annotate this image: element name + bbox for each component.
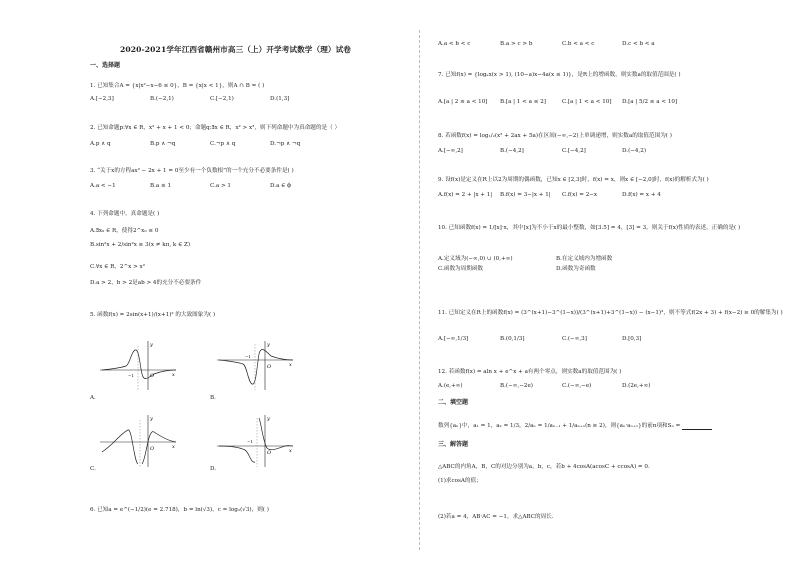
graph-a-origin: O (150, 373, 155, 379)
graph-b-x-label: x (289, 362, 292, 368)
graph-d-neg1: −1 (247, 439, 253, 444)
q6-option-c[interactable]: C.b < a < c (562, 41, 595, 47)
q7-option-d[interactable]: D.[a | 5/2 ≤ a < 10] (622, 99, 678, 105)
q3-option-d[interactable]: D.a ∈ ϕ (270, 183, 291, 189)
q12-option-c[interactable]: C.(−∞,−e) (562, 383, 592, 389)
question-3-stem: 3. “关于x的方程ax² − 2x + 1 = 0至少有一个负数根”的一个充分不必要条件是( ) (90, 168, 294, 174)
q5-graph-d-plot (215, 412, 295, 470)
q8-option-d[interactable]: D.(−4,2) (622, 148, 647, 154)
graph-d-curve (219, 418, 293, 462)
exam-title: 2020-2021学年江西省赣州市高三（上）开学考试数学（理）试卷 (120, 45, 351, 54)
graph-d-y-label: y (267, 416, 270, 422)
q5-graph-d[interactable] (215, 412, 295, 470)
q10-option-b[interactable]: B.在定义域内为增函数 (556, 256, 613, 262)
graph-a-curve (102, 350, 176, 379)
q5-graph-a[interactable] (98, 338, 178, 393)
q6-option-a[interactable]: A.a < b < c (438, 41, 471, 47)
q12-option-d[interactable]: D.(2e,+∞) (622, 383, 651, 389)
graph-b-y-label: y (267, 342, 270, 348)
graph-b-curve (219, 350, 293, 385)
q9-option-d[interactable]: D.f(x) = x + 4 (622, 192, 661, 198)
q4-option-a[interactable]: A.∃x₀ ∈ R，使得2^x₀ ≤ 0 (90, 228, 159, 234)
q4-option-c[interactable]: C.∀x ∈ R，2^x > x² (90, 264, 145, 270)
graph-a-y-label: y (150, 342, 153, 348)
q1-option-d[interactable]: D.(1,3] (270, 96, 290, 102)
q5-graph-a-plot (98, 338, 178, 393)
q2-option-b[interactable]: B.p ∧ ¬q (150, 141, 176, 147)
q2-option-c[interactable]: C.¬p ∧ q (210, 141, 236, 147)
q11-option-b[interactable]: B.(0,1/3] (500, 336, 525, 342)
q2-option-a[interactable]: A.p ∧ q (90, 141, 111, 147)
graph-d-x-label: x (289, 448, 292, 454)
q12-option-a[interactable]: A.(e,+∞) (438, 383, 463, 389)
q4-option-b[interactable]: B.sin²x + 2/sin²x ≥ 3(x ≠ kπ, k ∈ Z) (90, 242, 191, 248)
q11-option-d[interactable]: D.[0,3] (622, 336, 642, 342)
q5-graph-b[interactable] (215, 338, 295, 393)
q1-option-b[interactable]: B.(−2,1) (150, 96, 174, 102)
question-4-stem: 4. 下列命题中，真命题是( ) (90, 211, 160, 217)
q4-option-d[interactable]: D.a > 2，b > 2是ab > 4的充分不必要条件 (90, 280, 202, 286)
question-1-stem: 1. 已知集合A = {x|x²−x−6 ≤ 0}，B = {x|x < 1}，则A ∩ B = ( ) (90, 83, 265, 89)
graph-c-y-label: y (150, 416, 153, 422)
question-13-text: 数列{aₙ}中，a₁ = 1，a₂ = 1/3，2/aₙ = 1/aₙ₋₁ + 1/aₙ₊₁(n ≥ 2)，则{aₙ·aₙ₊₁}的前n项和Sₙ = (438, 423, 683, 429)
q8-option-a[interactable]: A.[−∞,2] (438, 148, 463, 154)
q2-option-d[interactable]: D.¬p ∧ ¬q (270, 141, 301, 147)
q10-option-c[interactable]: C.函数为周期函数 (438, 266, 484, 272)
q12-option-b[interactable]: B.(−∞,−2e) (500, 383, 533, 389)
q7-option-a[interactable]: A.[a | 2 ≤ a < 10] (438, 99, 488, 105)
q1-option-a[interactable]: A.[−2,3] (90, 96, 114, 102)
q10-option-d[interactable]: D.函数为奇函数 (556, 266, 596, 272)
question-13-answer-blank[interactable] (682, 425, 712, 430)
q6-option-b[interactable]: B.a > c > b (500, 41, 533, 47)
graph-b-neg1: −1 (245, 354, 251, 359)
question-12-stem: 12. 若函数f(x) = aln x + e^x + a有两个零点，则实数a的取值范围为( ) (438, 369, 622, 375)
question-13-stem (438, 423, 712, 430)
q8-option-b[interactable]: B.(−4,2] (500, 148, 524, 154)
q7-option-c[interactable]: C.[a | 1 < a < 10] (562, 99, 612, 105)
section-heading-choice: 一、选择题 (90, 62, 121, 69)
q9-option-a[interactable]: A.f(x) = 2 + |x + 1| (438, 192, 493, 198)
page-divider (419, 30, 420, 550)
graph-b-origin: O (267, 364, 272, 370)
q5-option-c[interactable]: C. (90, 466, 96, 472)
question-7-stem: 7. 已知f(x) = {logₐx(x > 1), (10−a)x−4a(x ≤ 1)}，是R上的增函数，则实数a的取值范围是( ) (438, 72, 681, 78)
question-14-part-1: (1)求cosA的值； (438, 478, 482, 484)
graph-c-x-label: x (172, 444, 175, 450)
question-11-stem: 11. 已知定义在R上的函数f(x) = (3^(x+1)−3^(1−x))/(3^(x+1)+3^(1−x)) − (x−1)³，则不等式f(2x + 3) + f(x−2) ≥ 0的解集为( ) (438, 310, 783, 316)
q6-option-d[interactable]: D.c < b < a (622, 41, 655, 47)
question-6-stem: 6. 已知a = e^(−1/2)(e = 2.718)，b = ln(√3)，c = log₂(√3)，则( ) (90, 507, 269, 513)
graph-d-origin: O (267, 450, 272, 456)
q5-option-a[interactable]: A. (90, 395, 96, 401)
q11-option-c[interactable]: C.(−∞,3] (562, 336, 587, 342)
question-10-stem: 10. 已知函数f(x) = 1/[x]·x，其中[x]为不小于x的最小整数，如[3.5] = 4，[3] = 3，则关于f(x)性质的表述，正确的是( ) (438, 225, 741, 231)
graph-c-curve (102, 430, 176, 464)
question-5-stem: 5. 函数f(x) = 2sin(x+1)/(x+1)² 的大致图象为( ) (90, 312, 216, 318)
question-14-stem: △ABC的内角A，B，C的对边分别为a，b，c，若b + 4cosA(acosC + ccosA) = 0. (438, 464, 650, 470)
question-9-stem: 9. 设f(x)是定义在R上以2为周期的偶函数，已知x ∈ [2,3]时，f(x) = x，则x ∈ [−2,0]时，f(x)的解析式为( ) (438, 177, 709, 183)
q3-option-b[interactable]: B.a ≤ 1 (150, 183, 172, 189)
q11-option-a[interactable]: A.[−∞,1/3] (438, 336, 469, 342)
q7-option-b[interactable]: B.[a | 1 < a ≤ 2] (500, 99, 546, 105)
question-8-stem: 8. 若函数f(x) = log₁/₂(x² + 2ax + 5a)在区间(−∞,−2)上单调递增，则实数a的取值范围为( ) (438, 133, 672, 139)
question-14-part-2: (2)若a = 4，AB·AC = −1，求△ABC的周长. (438, 514, 554, 520)
q3-option-c[interactable]: C.a > 1 (210, 183, 231, 189)
q5-graph-b-plot (215, 338, 295, 393)
q9-option-b[interactable]: B.f(x) = 3−|x + 1| (500, 192, 551, 198)
q3-option-a[interactable]: A.a < −1 (90, 183, 116, 189)
q1-option-c[interactable]: C.[−2,1) (210, 96, 234, 102)
q5-graph-c-plot (98, 412, 178, 470)
graph-a-neg1: −1 (128, 373, 134, 378)
q10-option-a[interactable]: A.定义域为(−∞,0) ∪ (0,+∞) (438, 256, 513, 262)
graph-c-origin: O (150, 446, 155, 452)
q5-option-b[interactable]: B. (210, 395, 216, 401)
q8-option-c[interactable]: C.[−4,2] (562, 148, 586, 154)
graph-a-x-label: x (172, 372, 175, 378)
q5-graph-c[interactable] (98, 412, 178, 470)
q9-option-c[interactable]: C.f(x) = 2−x (562, 192, 598, 198)
question-2-stem: 2. 已知命题p:∀x ∈ R，x² + x + 1 < 0；命题q:∃x ∈ R，x² > x³，则下列命题中为真命题的是（ ） (90, 125, 341, 131)
section-heading-fill: 二、填空题 (438, 399, 469, 406)
section-heading-answer: 三、解答题 (438, 441, 469, 448)
q5-option-d[interactable]: D. (210, 466, 217, 472)
